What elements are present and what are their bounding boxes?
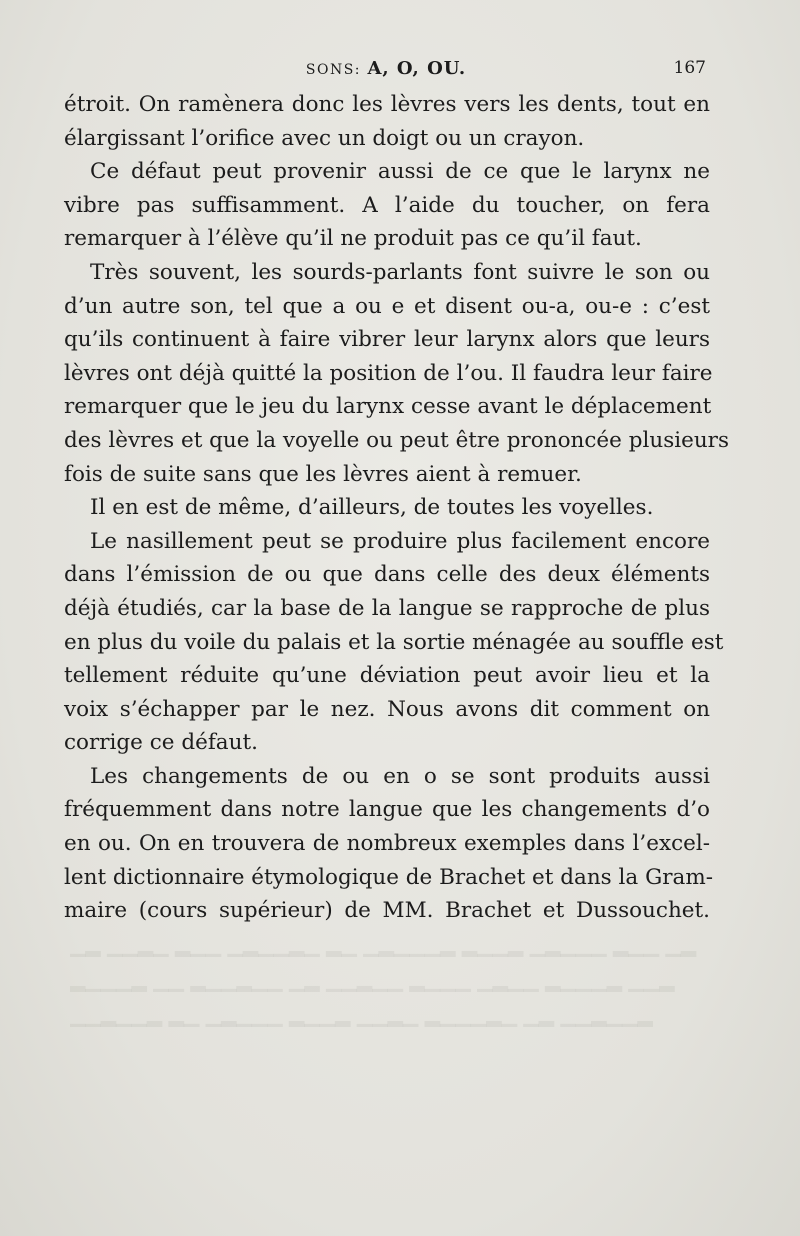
page-number: 167 — [673, 58, 706, 78]
text-line: étroit. On ramènera donc les lèvres vers les dents, tout en — [64, 92, 710, 117]
bleed-through-text: ▁▁▂▁▁▂ ▂▁ ▁▂▁▁▁ ▂▁▁▂ ▁▁▂▁ ▂▁▁▁▂▁ ▁▂ ▁▁▂▁▁▂ — [70, 1003, 653, 1027]
text-line: déjà étudiés, car la base de la langue se rapproche de plus — [64, 595, 710, 621]
bleed-through-text: ▂▁▁▁▂ ▁▁ ▂▁▁▂▁▁ ▁▂ ▁▁▂▁▁ ▂▁▁▁ ▁▂▁▁ ▂▁▁▁▂ ▁▁▂ — [70, 968, 675, 992]
paragraph — [64, 491, 710, 525]
body-text — [64, 88, 729, 928]
text-line: d’un autre son, tel que a ou e et disent ou-a, ou-e : c’est — [64, 293, 710, 319]
text-line: fréquemment dans notre langue que les changements d’o — [64, 797, 710, 823]
text-line: des lèvres et que la voyelle ou peut être prononcée plusieurs — [64, 427, 729, 453]
text-line: lèvres ont déjà quitté la position de l’ou. Il faudra leur faire — [64, 360, 713, 386]
text-line: en ou. On en trouvera de nombreux exemples dans l’excel- — [64, 831, 710, 857]
text-line: corrige ce défaut. — [64, 730, 258, 756]
text-line: Ce défaut peut provenir aussi de ce que le larynx ne — [90, 159, 710, 185]
text-line: Les changements de ou en o se sont produits aussi — [90, 763, 710, 789]
text-line: dans l’émission de ou que dans celle des deux éléments — [64, 562, 710, 588]
paragraph — [64, 760, 713, 928]
bleed-through-text: ▁▂ ▁▁▂▁ ▂▁▁ ▁▂▁▁▂▁ ▂▁ ▁▂▁▁▁▂ ▂▁▁▂ ▁▂▁▁▁ ▂▁▁ ▁▂ — [70, 933, 697, 957]
text-line: Le nasillement peut se produire plus facilement encore — [90, 528, 710, 554]
text-line: élargissant l’orifice avec un doigt ou un crayon. — [64, 125, 585, 151]
text-line: qu’ils continuent à faire vibrer leur larynx alors que leurs — [64, 327, 710, 353]
text-line: vibre pas suffisamment. A l’aide du toucher, on fera — [64, 192, 710, 218]
running-head — [62, 56, 710, 82]
text-line: Il en est de même, d’ailleurs, de toutes les voyelles. — [90, 495, 654, 521]
text-line: remarquer à l’élève qu’il ne produit pas ce qu’il faut. — [64, 226, 642, 252]
paragraph — [64, 256, 729, 491]
text-line: en plus du voile du palais et la sortie ménagée au souffle est — [64, 629, 724, 655]
text-line: voix s’échapper par le nez. Nous avons dit comment on — [64, 696, 710, 722]
chapter-heading — [62, 58, 710, 79]
text-line: remarquer que le jeu du larynx cesse avant le déplacement — [64, 394, 712, 420]
paragraph — [64, 525, 724, 760]
heading-main: A, O, OU. — [367, 58, 467, 79]
text-line: lent dictionnaire étymologique de Brachet et dans la Gram- — [64, 864, 713, 890]
text-line: Très souvent, les sourds-parlants font suivre le son ou — [90, 259, 710, 285]
heading-prefix: SONS: — [305, 62, 362, 78]
text-line: maire (cours supérieur) de MM. Brachet et Dussouchet. — [64, 898, 710, 924]
text-line: fois de suite sans que les lèvres aient à remuer. — [64, 461, 582, 487]
text-line: tellement réduite qu’une déviation peut avoir lieu et la — [64, 663, 710, 689]
paragraph — [64, 88, 710, 155]
paragraph — [64, 155, 710, 256]
